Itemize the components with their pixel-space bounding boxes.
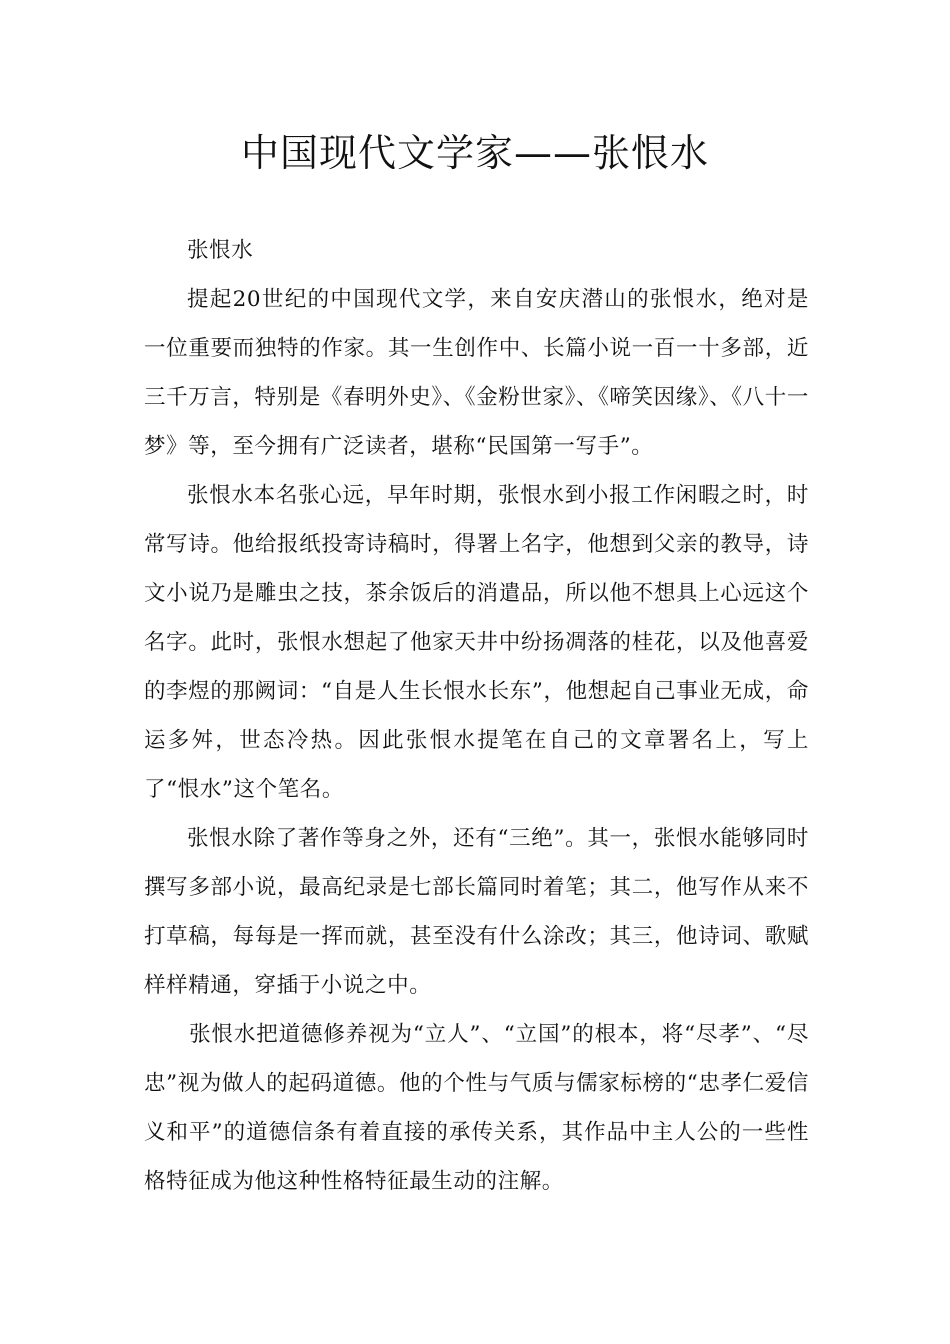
paragraph-morality: 张恨水把道德修养视为“立人”、“立国”的根本，将“尽孝”、“尽忠”视为做人的起码道德。他的个性与气质与儒家标榜的“忠孝仁爱信义和平”的道德信条有着直接的承传关系，其作品中主人公的一些性格特征成为他这种性格特征最生动的注解。 bbox=[144, 1022, 809, 1194]
document-title: 中国现代文学家——张恨水 bbox=[240, 131, 709, 175]
paragraph-three-talents: 张恨水除了著作等身之外，还有“三绝”。其一，张恨水能够同时撰写多部小说，最高纪录是七部长篇同时着笔；其二，他写作从来不打草稿，每每是一挥而就，甚至没有什么涂改；其三，他诗词、歌赋样样精通，穿插于小说之中。 bbox=[144, 826, 809, 998]
paragraph-heading: 张恨水 bbox=[187, 238, 254, 263]
document-body bbox=[144, 226, 809, 1206]
paragraph-pen-name: 张恨水本名张心远，早年时期，张恨水到小报工作闲暇之时，时常写诗。他给报纸投寄诗稿时，得署上名字，他想到父亲的教导，诗文小说乃是雕虫之技，茶余饭后的消遣品，所以他不想具上心远这个名字。此时，张恨水想起了他家天井中纷扬凋落的桂花，以及他喜爱的李煜的那阙词：“自是人生长恨水长东”，他想起自己事业无成，命运多舛，世态冷热。因此张恨水提笔在自己的文章署名上，写上了“恨水”这个笔名。 bbox=[144, 483, 809, 802]
paragraph-intro: 提起20世纪的中国现代文学，来自安庆潜山的张恨水，绝对是一位重要而独特的作家。其一生创作中、长篇小说一百一十多部，近三千万言，特别是《春明外史》、《金粉世家》、《啼笑因缘》、《八十一梦》等，至今拥有广泛读者，堪称“民国第一写手”。 bbox=[144, 287, 809, 459]
